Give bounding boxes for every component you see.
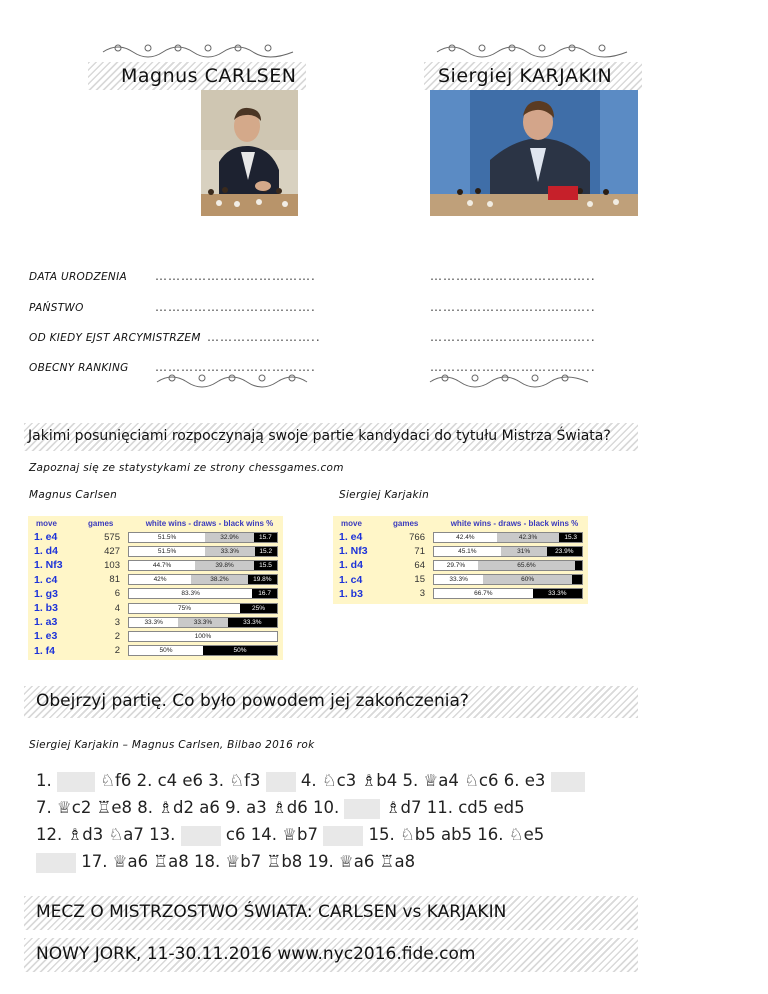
carlsen-stats-panel <box>28 516 283 660</box>
white-wins-segment: 42% <box>129 575 191 584</box>
game-moves <box>36 767 636 875</box>
white-wins-segment: 66.7% <box>434 589 533 598</box>
table-row <box>333 530 588 544</box>
result-bar-cell <box>128 629 283 643</box>
result-bar-cell <box>433 587 588 601</box>
footer-title: MECZ O MISTRZOSTWO ŚWIATA: CARLSEN vs KARJAKIN <box>36 902 507 922</box>
table-row <box>333 558 588 572</box>
info-blank-right: ……………………………….. <box>430 269 596 283</box>
black-wins-segment: 50% <box>203 646 277 655</box>
result-bar-cell <box>433 558 588 572</box>
games-count: 575 <box>104 531 120 543</box>
table-row <box>333 587 588 601</box>
result-bar-cell <box>433 573 588 587</box>
column-header-move: move <box>36 518 57 528</box>
info-label-gm-since: OD KIEDY EJST ARCYMISTRZEM <box>29 332 201 344</box>
white-wins-segment: 44.7% <box>129 561 195 570</box>
result-bar-cell <box>128 573 283 587</box>
games-count: 4 <box>114 602 120 614</box>
white-wins-segment: 51.5% <box>129 533 205 542</box>
move-text: c6 14. ♕b7 <box>225 825 318 844</box>
result-bar-cell <box>128 587 283 601</box>
column-header-games: games <box>393 518 419 528</box>
karjakin-stats-table <box>333 516 588 601</box>
white-wins-segment: 45.1% <box>434 547 501 556</box>
result-bar-cell <box>433 530 588 544</box>
table-row <box>333 573 588 587</box>
question-heading: Jakimi posunięciami rozpoczynają swoje partie kandydaci do tytułu Mistrza Świata? <box>28 428 611 444</box>
move-blank <box>36 853 76 873</box>
question-heading: Obejrzyj partię. Co było powodem jej zakończenia? <box>36 691 469 711</box>
opening-move[interactable]: 1. e4 <box>339 531 363 544</box>
column-header-move: move <box>341 518 362 528</box>
result-bar <box>128 532 278 543</box>
result-bar <box>128 645 278 656</box>
games-count: 3 <box>419 588 425 600</box>
carlsen-stats-label: Magnus Carlsen <box>29 489 118 501</box>
result-bar <box>128 603 278 614</box>
games-count: 71 <box>414 545 425 557</box>
opening-move[interactable]: 1. g3 <box>34 587 58 600</box>
draws-segment: 31% <box>501 547 547 556</box>
info-blank-left: ………………………………. <box>155 269 316 283</box>
opening-move[interactable]: 1. f4 <box>34 644 56 657</box>
game-caption: Siergiej Karjakin – Magnus Carlsen, Bilbao 2016 rok <box>29 739 315 751</box>
games-count: 427 <box>104 545 120 557</box>
opening-move[interactable]: 1. b3 <box>339 587 363 600</box>
table-row <box>28 573 283 587</box>
games-count: 766 <box>409 531 425 543</box>
result-bar <box>128 631 278 642</box>
result-bar <box>433 588 583 599</box>
info-label-birth: DATA URODZENIA <box>29 271 127 283</box>
draws-segment: 39.8% <box>195 561 254 570</box>
table-row <box>28 530 283 544</box>
black-wins-segment: 33.3% <box>228 618 277 627</box>
draws-segment: 38.2% <box>191 575 248 584</box>
result-bar <box>128 588 278 599</box>
opening-move[interactable]: 1. b3 <box>34 602 58 615</box>
carlsen-stats-table <box>28 516 283 658</box>
result-bar-cell <box>128 644 283 658</box>
result-bar-cell <box>128 615 283 629</box>
move-blank <box>57 772 95 792</box>
black-wins-segment <box>575 561 582 570</box>
player-name-karjakin: Siergiej KARJAKIN <box>438 65 613 87</box>
black-wins-segment: 15.2 <box>255 547 277 556</box>
black-wins-segment: 23.9% <box>547 547 582 556</box>
table-row <box>28 615 283 629</box>
result-bar <box>433 560 583 571</box>
move-blank <box>181 826 221 846</box>
move-blank <box>551 772 585 792</box>
move-text: 15. ♘b5 ab5 16. ♘e5 <box>368 825 545 844</box>
move-blank <box>266 772 296 792</box>
black-wins-segment: 25% <box>240 604 277 613</box>
draws-segment: 32.9% <box>205 533 254 542</box>
white-wins-segment: 29.7% <box>434 561 478 570</box>
move-text: ♘f6 2. c4 e6 3. ♘f3 <box>100 771 261 790</box>
black-wins-segment: 15.3 <box>559 533 582 542</box>
info-blank-left: …………………….. <box>207 330 321 344</box>
black-wins-segment: 15.7 <box>254 533 277 542</box>
games-count: 2 <box>114 630 120 642</box>
result-bar <box>433 574 583 585</box>
white-wins-segment: 83.3% <box>129 589 252 598</box>
table-row <box>28 601 283 615</box>
instruction-text: Zapoznaj się ze statystykami ze strony chessgames.com <box>29 462 344 474</box>
opening-move[interactable]: 1. Nf3 <box>339 545 368 558</box>
result-bar-cell <box>433 544 588 558</box>
player-name-carlsen: Magnus CARLSEN <box>121 65 297 87</box>
opening-move[interactable]: 1. e3 <box>34 630 58 643</box>
black-wins-segment: 33.3% <box>533 589 582 598</box>
info-blank-right: ……………………………….. <box>430 300 596 314</box>
black-wins-segment: 19.8% <box>248 575 277 584</box>
info-blank-right: ……………………………….. <box>430 330 596 344</box>
draws-segment: 60% <box>483 575 572 584</box>
moves-line <box>36 767 636 794</box>
black-wins-segment <box>572 575 582 584</box>
opening-move[interactable]: 1. a3 <box>34 616 58 629</box>
moves-line <box>36 794 636 821</box>
ornament-right-bottom <box>425 372 593 392</box>
column-header-games: games <box>88 518 114 528</box>
result-bar <box>128 574 278 585</box>
carlsen-stats-body <box>28 530 283 658</box>
white-wins-segment: 51.5% <box>129 547 205 556</box>
games-count: 64 <box>414 559 425 571</box>
info-blank-left: ………………………………. <box>155 300 316 314</box>
table-row <box>28 558 283 572</box>
moves-line <box>36 848 636 875</box>
white-wins-segment: 75% <box>129 604 240 613</box>
opening-move[interactable]: 1. d4 <box>339 559 363 572</box>
opening-move[interactable]: 1. e4 <box>34 531 58 544</box>
result-bar <box>433 532 583 543</box>
move-text: 12. ♗d3 ♘a7 13. <box>36 825 176 844</box>
karjakin-stats-body <box>333 530 588 601</box>
result-bar-cell <box>128 530 283 544</box>
white-wins-segment: 33.3% <box>129 618 178 627</box>
draws-segment: 33.3% <box>205 547 254 556</box>
white-wins-segment: 42.4% <box>434 533 497 542</box>
move-text: ♗d7 11. cd5 ed5 <box>385 798 525 817</box>
info-blank-right: ……………………………….. <box>430 360 596 374</box>
move-blank <box>344 799 380 819</box>
result-bar <box>128 617 278 628</box>
info-label-country: PAŃSTWO <box>29 302 84 314</box>
result-bar-cell <box>128 544 283 558</box>
photo-karjakin <box>430 90 638 216</box>
opening-move[interactable]: 1. d4 <box>34 545 58 558</box>
result-bar-cell <box>128 558 283 572</box>
table-row <box>28 587 283 601</box>
black-wins-segment: 15.5 <box>254 561 277 570</box>
moves-line <box>36 821 636 848</box>
move-text: 1. <box>36 771 52 790</box>
ornament-left-top <box>98 42 298 62</box>
opening-move[interactable]: 1. c4 <box>339 573 363 586</box>
column-header-stats: white wins - draws - black wins % <box>450 518 579 528</box>
black-wins-segment: 16.7 <box>252 589 277 598</box>
photo-carlsen <box>201 90 298 216</box>
draws-segment: 33.3% <box>178 618 227 627</box>
white-wins-segment: 50% <box>129 646 203 655</box>
games-count: 103 <box>104 559 120 571</box>
opening-move[interactable]: 1. c4 <box>34 573 58 586</box>
ornament-right-top <box>432 42 632 62</box>
karjakin-stats-panel <box>333 516 588 604</box>
result-bar <box>128 560 278 571</box>
move-blank <box>323 826 363 846</box>
column-header-stats: white wins - draws - black wins % <box>145 518 274 528</box>
info-blank-left: ………………………………. <box>155 360 316 374</box>
games-count: 2 <box>114 645 120 657</box>
draws-segment: 42.3% <box>497 533 560 542</box>
white-wins-segment: 33.3% <box>434 575 483 584</box>
opening-move[interactable]: 1. Nf3 <box>34 559 63 572</box>
move-text: 4. ♘c3 ♗b4 5. ♕a4 ♘c6 6. e3 <box>300 771 546 790</box>
result-bar-cell <box>128 601 283 615</box>
info-label-ranking: OBECNY RANKING <box>29 362 129 374</box>
draws-segment: 65.6% <box>478 561 575 570</box>
games-count: 3 <box>114 616 120 628</box>
result-bar <box>433 546 583 557</box>
move-text: 7. ♕c2 ♖e8 8. ♗d2 a6 9. a3 ♗d6 10. <box>36 798 340 817</box>
karjakin-stats-label: Siergiej Karjakin <box>339 489 430 501</box>
move-text: 17. ♕a6 ♖a8 18. ♕b7 ♖b8 19. ♕a6 ♖a8 <box>81 852 416 871</box>
games-count: 6 <box>114 588 120 600</box>
footer-subtitle: NOWY JORK, 11-30.11.2016 www.nyc2016.fide.com <box>36 944 476 964</box>
table-row <box>28 544 283 558</box>
table-row <box>28 644 283 658</box>
result-bar <box>128 546 278 557</box>
ornament-left-bottom <box>152 372 312 392</box>
games-count: 81 <box>109 574 120 586</box>
games-count: 15 <box>414 574 425 586</box>
white-wins-segment: 100% <box>129 632 277 641</box>
table-row <box>333 544 588 558</box>
table-row <box>28 629 283 643</box>
